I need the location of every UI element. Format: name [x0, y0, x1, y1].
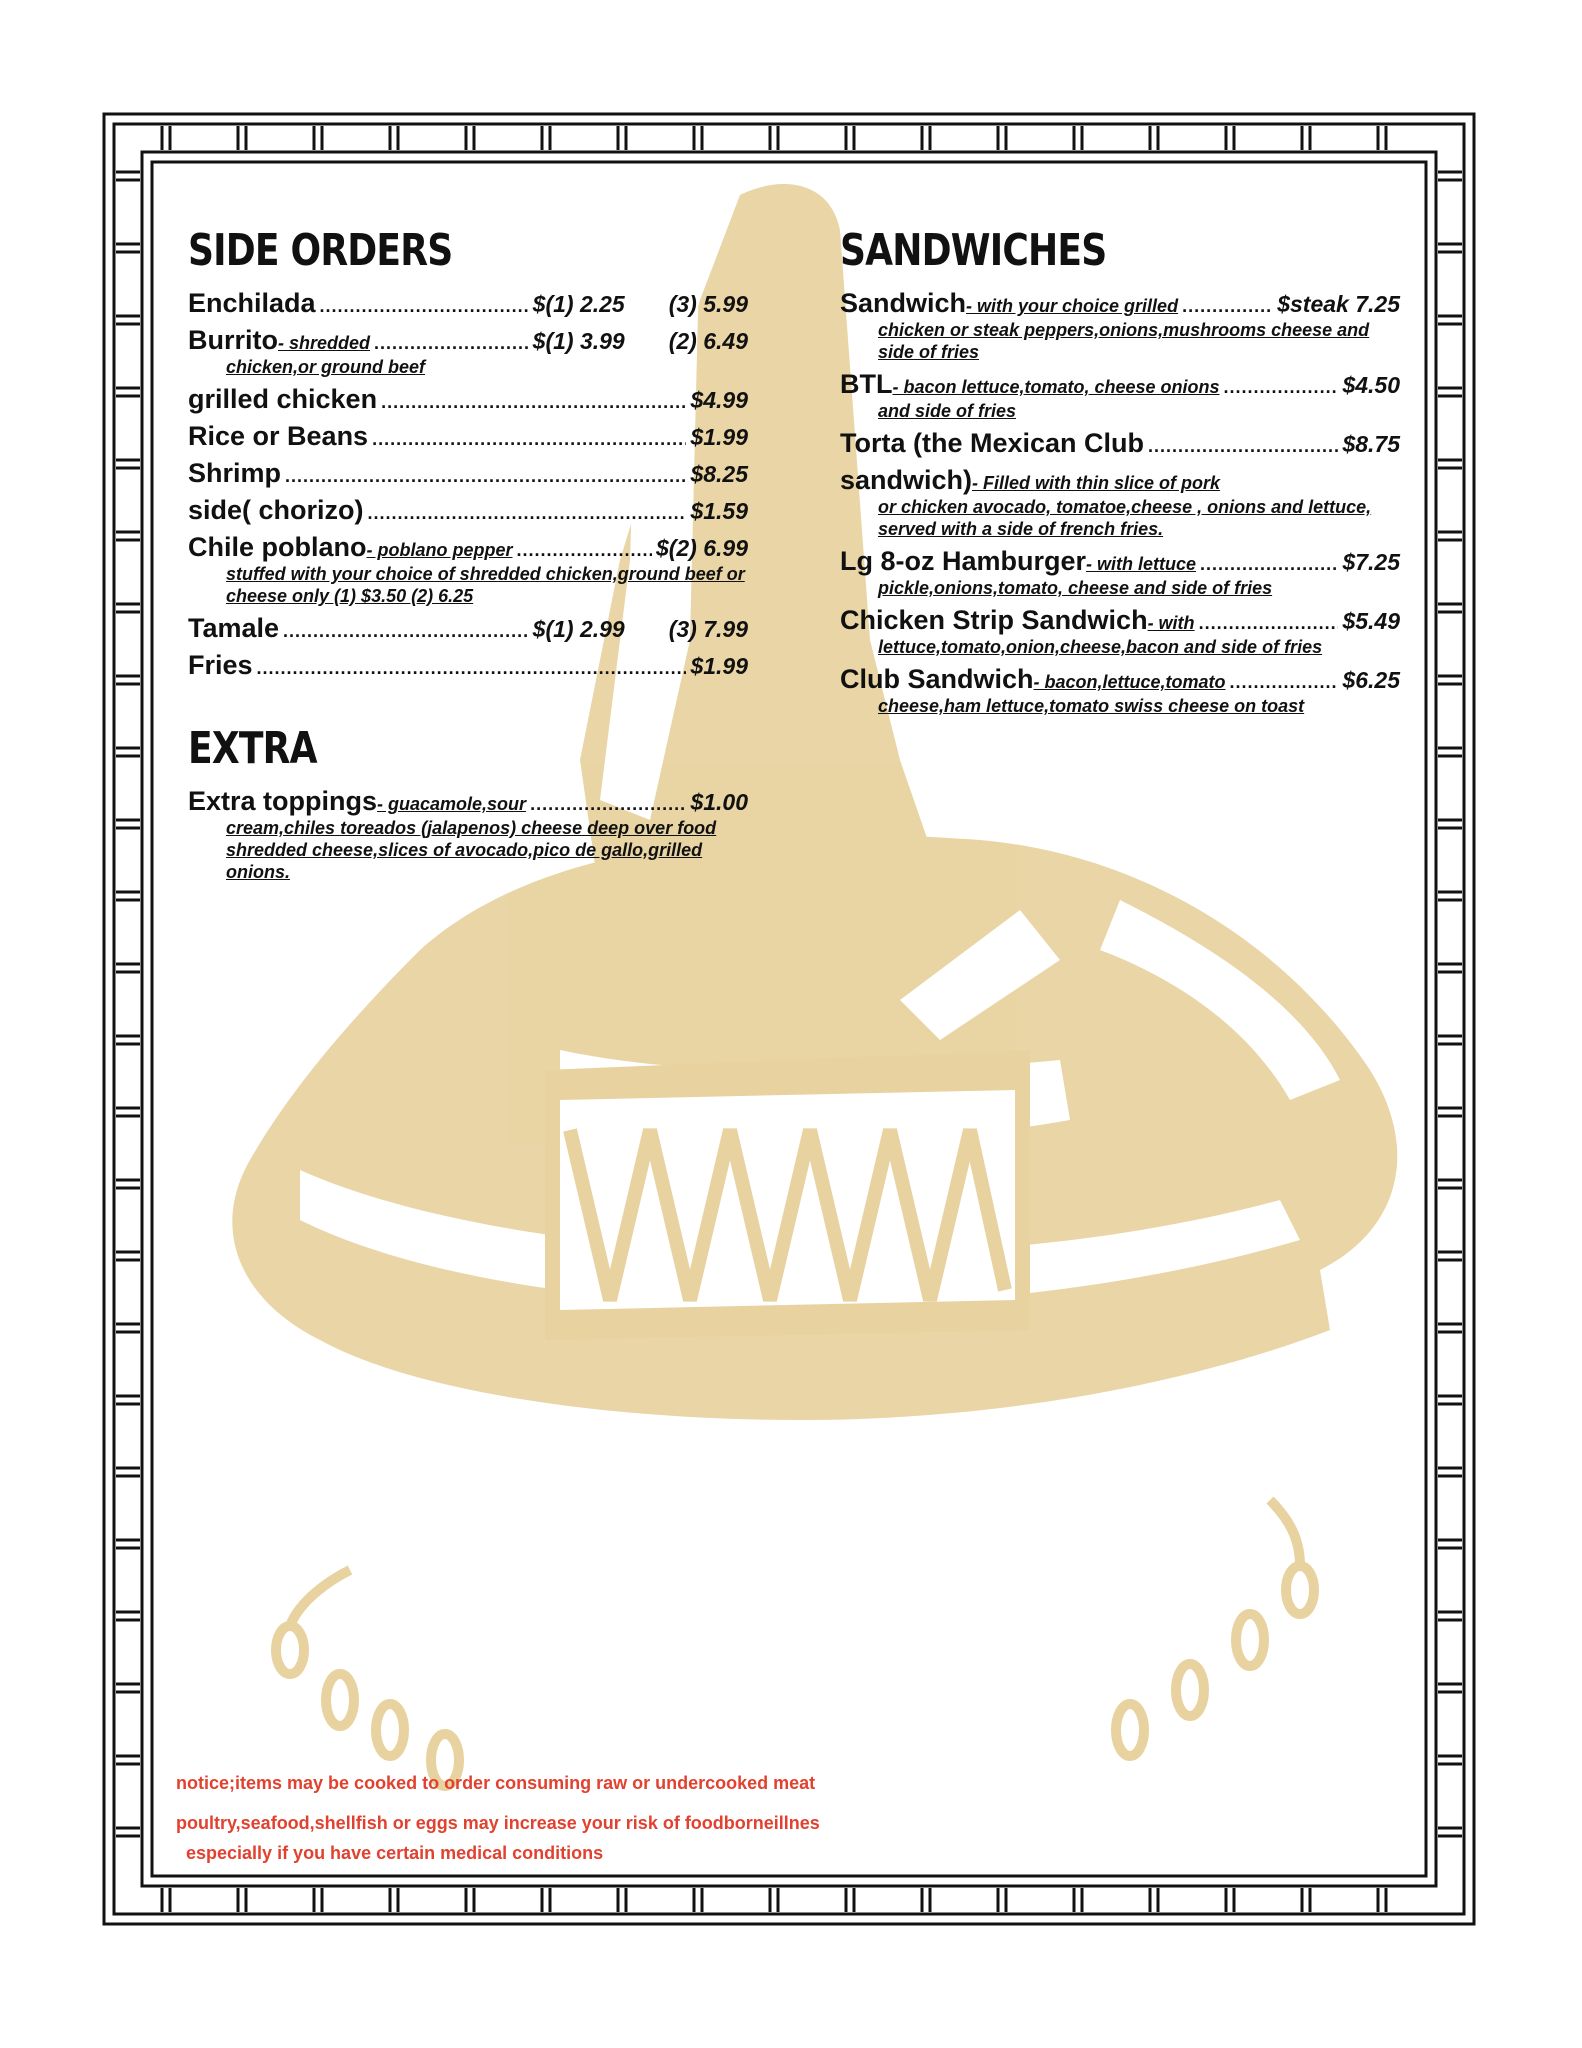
item-inline-description: - bacon,lettuce,tomato	[1033, 672, 1226, 692]
extra-list	[188, 786, 748, 883]
menu-item	[840, 465, 1400, 540]
item-price: $1.00	[690, 789, 748, 815]
dot-leader	[1224, 377, 1339, 398]
item-price: $(1) 2.25	[532, 291, 625, 317]
item-description: chicken,or ground beef	[226, 357, 426, 377]
item-name: Chile poblano	[188, 532, 367, 562]
item-name: Chicken Strip Sandwich	[840, 605, 1148, 635]
dot-leader	[1230, 672, 1339, 693]
menu-item	[188, 288, 748, 319]
menu-item	[188, 495, 748, 526]
menu-item	[188, 532, 748, 607]
right-column	[840, 225, 1400, 717]
dot-leader	[530, 794, 686, 815]
dot-leader	[1199, 613, 1339, 634]
menu-item	[188, 650, 748, 681]
item-price-large: (3) 7.99	[668, 616, 748, 642]
menu-item	[188, 458, 748, 489]
dot-leader	[1200, 554, 1338, 575]
item-inline-description: - with lettuce	[1086, 554, 1197, 574]
item-price-large: (3) 5.99	[668, 291, 748, 317]
left-column	[188, 225, 748, 883]
item-inline-description: - bacon lettuce,tomato, cheese onions	[892, 377, 1220, 397]
item-description: pickle,onions,tomato, cheese and side of fries	[878, 578, 1273, 598]
item-name: Tamale	[188, 613, 280, 643]
item-description: lettuce,tomato,onion,cheese,bacon and side of fries	[878, 637, 1323, 657]
item-price: $1.99	[690, 653, 748, 679]
dot-leader	[1148, 436, 1338, 457]
item-price: $(2) 6.99	[655, 535, 748, 561]
item-price: $7.25	[1342, 549, 1400, 575]
menu-item	[840, 546, 1400, 599]
notice-line-2: poultry,seafood,shellfish or eggs may increase your risk of foodborneillnes	[176, 1813, 820, 1833]
item-name: Shrimp	[188, 458, 282, 488]
dot-leader	[368, 503, 687, 524]
item-name: sandwich)	[840, 465, 973, 495]
item-price: $1.59	[690, 498, 748, 524]
menu-item	[188, 421, 748, 452]
notice-line-1: notice;items may be cooked to order consuming raw or undercooked meat	[176, 1773, 816, 1793]
item-price: $6.25	[1342, 667, 1400, 693]
menu-item	[840, 369, 1400, 422]
item-name: Sandwich	[840, 288, 967, 318]
dot-leader	[320, 296, 529, 317]
item-name: Torta (the Mexican Club	[840, 428, 1145, 458]
dot-leader	[374, 333, 529, 354]
item-inline-description: - Filled with thin slice of pork	[972, 473, 1221, 493]
dot-leader	[372, 429, 686, 450]
menu-item	[840, 288, 1400, 363]
item-price-large: (2) 6.49	[668, 328, 748, 354]
menu-item	[840, 428, 1400, 459]
menu-item	[188, 325, 748, 378]
menu-item	[840, 664, 1400, 717]
item-name: BTL	[840, 369, 893, 399]
menu-item	[188, 384, 748, 415]
item-name: Rice or Beans	[188, 421, 369, 451]
item-price: $(1) 2.99	[532, 616, 625, 642]
item-inline-description: - with	[1147, 613, 1195, 633]
item-price: $5.49	[1342, 608, 1400, 634]
item-name: side( chorizo)	[188, 495, 364, 525]
sandwiches-heading: SANDWICHES	[840, 225, 1107, 276]
dot-leader	[1182, 296, 1273, 317]
food-safety-notice	[176, 1768, 1076, 1868]
item-description: stuffed with your choice of shredded chicken,ground beef or cheese only (1) $3.50 (2) 6.25	[226, 564, 745, 606]
item-name: Fries	[188, 650, 253, 680]
item-price: $(1) 3.99	[532, 328, 625, 354]
item-name: Burrito	[188, 325, 278, 355]
menu-item	[840, 605, 1400, 658]
extra-heading: EXTRA	[188, 723, 317, 774]
item-price: $1.99	[690, 424, 748, 450]
item-name: grilled chicken	[188, 384, 378, 414]
notice-line-3: especially if you have certain medical conditions	[186, 1843, 604, 1863]
item-inline-description: - poblano pepper	[366, 540, 513, 560]
item-price: $8.25	[690, 461, 748, 487]
item-price: $4.50	[1342, 372, 1400, 398]
item-name: Extra toppings	[188, 786, 378, 816]
item-name: Lg 8-oz Hamburger	[840, 546, 1087, 576]
item-price: $8.75	[1342, 431, 1400, 457]
item-description: and side of fries	[878, 401, 1017, 421]
dot-leader	[517, 540, 652, 561]
item-price: $steak 7.25	[1277, 291, 1400, 317]
item-inline-description: - guacamole,sour	[377, 794, 527, 814]
side-orders-list	[188, 288, 748, 681]
dot-leader	[283, 621, 529, 642]
menu-item	[188, 786, 748, 883]
menu-item	[188, 613, 748, 644]
dot-leader	[257, 658, 687, 679]
item-inline-description: - with your choice grilled	[966, 296, 1179, 316]
sandwiches-list	[840, 288, 1400, 717]
item-description: or chicken avocado, tomatoe,cheese , onions and lettuce, served with a side of french fries.	[878, 497, 1372, 539]
item-description: cream,chiles toreados (jalapenos) cheese deep over food shredded cheese,slices of avocado,pico de gallo,grilled onions.	[226, 818, 717, 882]
side-orders-heading: SIDE ORDERS	[188, 225, 453, 276]
item-name: Enchilada	[188, 288, 316, 318]
item-inline-description: - shredded	[278, 333, 371, 353]
item-description: chicken or steak peppers,onions,mushrooms cheese and side of fries	[878, 320, 1370, 362]
dot-leader	[381, 392, 686, 413]
item-name: Club Sandwich	[840, 664, 1034, 694]
item-price: $4.99	[690, 387, 748, 413]
dot-leader	[285, 466, 686, 487]
item-description: cheese,ham lettuce,tomato swiss cheese on toast	[878, 696, 1305, 716]
